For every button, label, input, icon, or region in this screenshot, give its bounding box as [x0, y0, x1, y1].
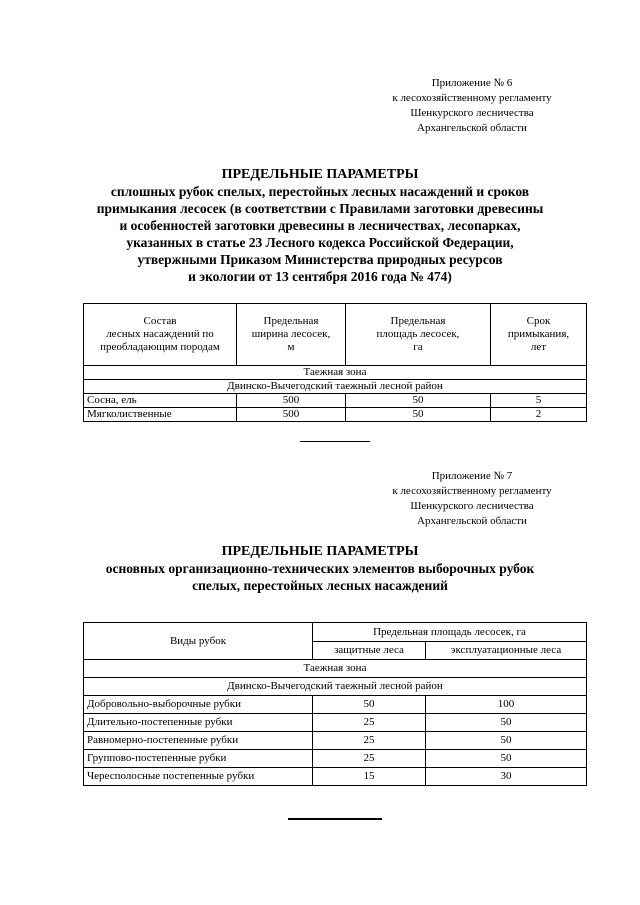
table-row	[84, 696, 587, 714]
subtitle-line: указанных в статье 23 Лесного кодекса Российской Федерации,	[126, 235, 514, 250]
appendix-7-reference	[352, 469, 592, 529]
appendix-6-title-block	[40, 166, 600, 285]
table-row	[84, 714, 587, 732]
protective-area-cell: 50	[313, 696, 426, 714]
exploitation-area-cell: 50	[426, 714, 587, 732]
appendix-reglament: к лесохозяйственному регламенту	[392, 485, 552, 497]
column-header: Виды рубок	[84, 623, 313, 660]
cutting-type-cell: Длительно-постепенные рубки	[84, 714, 313, 732]
appendix-number: Приложение № 7	[431, 470, 513, 482]
subtitle-line: сплошных рубок спелых, перестойных лесных насаждений и сроков	[110, 184, 530, 199]
column-header: защитные леса	[313, 642, 426, 660]
subtitle-line: основных организационно-технических элементов выборочных рубок	[105, 561, 535, 576]
appendix-forestry: Шенкурского лесничества	[410, 107, 534, 119]
table-header-row	[84, 304, 587, 366]
clearcut-parameters-table	[83, 303, 587, 422]
appendix-forestry: Шенкурского лесничества	[410, 500, 534, 512]
width-cell: 500	[237, 408, 346, 422]
subtitle-line: и экологии от 13 сентября 2016 года № 474)	[188, 269, 452, 284]
appendix-region: Архангельской области	[417, 515, 527, 527]
protective-area-cell: 25	[313, 732, 426, 750]
group-header: Предельная площадь лесосек, га	[313, 623, 587, 642]
term-cell: 2	[491, 408, 587, 422]
appendix-7-title-block	[40, 543, 600, 594]
appendix-region: Архангельской области	[417, 122, 527, 134]
column-header: Предельная ширина лесосек, м	[237, 304, 346, 366]
appendix-number: Приложение № 6	[431, 77, 513, 89]
subtitle-line: утвержными Приказом Министерства природных ресурсов	[137, 252, 503, 267]
column-header: Состав лесных насаждений по преобладающим породам	[84, 304, 237, 366]
exploitation-area-cell: 50	[426, 732, 587, 750]
table-row	[84, 768, 587, 786]
zone-row	[84, 660, 587, 678]
table-row	[84, 408, 587, 422]
subtitle-line: и особенностей заготовки древесины в лесничествах, лесопарках,	[119, 218, 521, 233]
species-cell: Сосна, ель	[84, 394, 237, 408]
selective-cutting-table	[83, 622, 587, 786]
area-cell: 50	[346, 408, 491, 422]
appendix-6-reference	[352, 76, 592, 136]
appendix-reglament: к лесохозяйственному регламенту	[392, 92, 552, 104]
region-row	[84, 380, 587, 394]
region-row	[84, 678, 587, 696]
region-cell: Двинско-Вычегодский таежный лесной район	[84, 380, 587, 394]
width-cell: 500	[237, 394, 346, 408]
exploitation-area-cell: 50	[426, 750, 587, 768]
protective-area-cell: 25	[313, 750, 426, 768]
subtitle-line: примыкания лесосек (в соответствии с Правилами заготовки древесины	[96, 201, 544, 216]
exploitation-area-cell: 100	[426, 696, 587, 714]
column-header: Предельная площадь лесосек, га	[346, 304, 491, 366]
term-cell: 5	[491, 394, 587, 408]
species-cell: Мягколиственные	[84, 408, 237, 422]
area-cell: 50	[346, 394, 491, 408]
cutting-type-cell: Добровольно-выборочные рубки	[84, 696, 313, 714]
exploitation-area-cell: 30	[426, 768, 587, 786]
section-divider	[288, 818, 382, 820]
document-title: ПРЕДЕЛЬНЫЕ ПАРАМЕТРЫ	[221, 544, 419, 559]
section-divider	[300, 441, 370, 442]
protective-area-cell: 15	[313, 768, 426, 786]
cutting-type-cell: Равномерно-постепенные рубки	[84, 732, 313, 750]
protective-area-cell: 25	[313, 714, 426, 732]
cutting-type-cell: Чересполосные постепенные рубки	[84, 768, 313, 786]
zone-cell: Таежная зона	[84, 660, 587, 678]
column-header: эксплуатационные леса	[426, 642, 587, 660]
table-row	[84, 750, 587, 768]
region-cell: Двинско-Вычегодский таежный лесной район	[84, 678, 587, 696]
subtitle-line: спелых, перестойных лесных насаждений	[192, 578, 448, 593]
table-row	[84, 394, 587, 408]
document-title: ПРЕДЕЛЬНЫЕ ПАРАМЕТРЫ	[221, 167, 419, 182]
column-header: Срок примыкания, лет	[491, 304, 587, 366]
table-header-row	[84, 623, 587, 642]
table-row	[84, 732, 587, 750]
zone-row	[84, 366, 587, 380]
cutting-type-cell: Группово-постепенные рубки	[84, 750, 313, 768]
zone-cell: Таежная зона	[84, 366, 587, 380]
